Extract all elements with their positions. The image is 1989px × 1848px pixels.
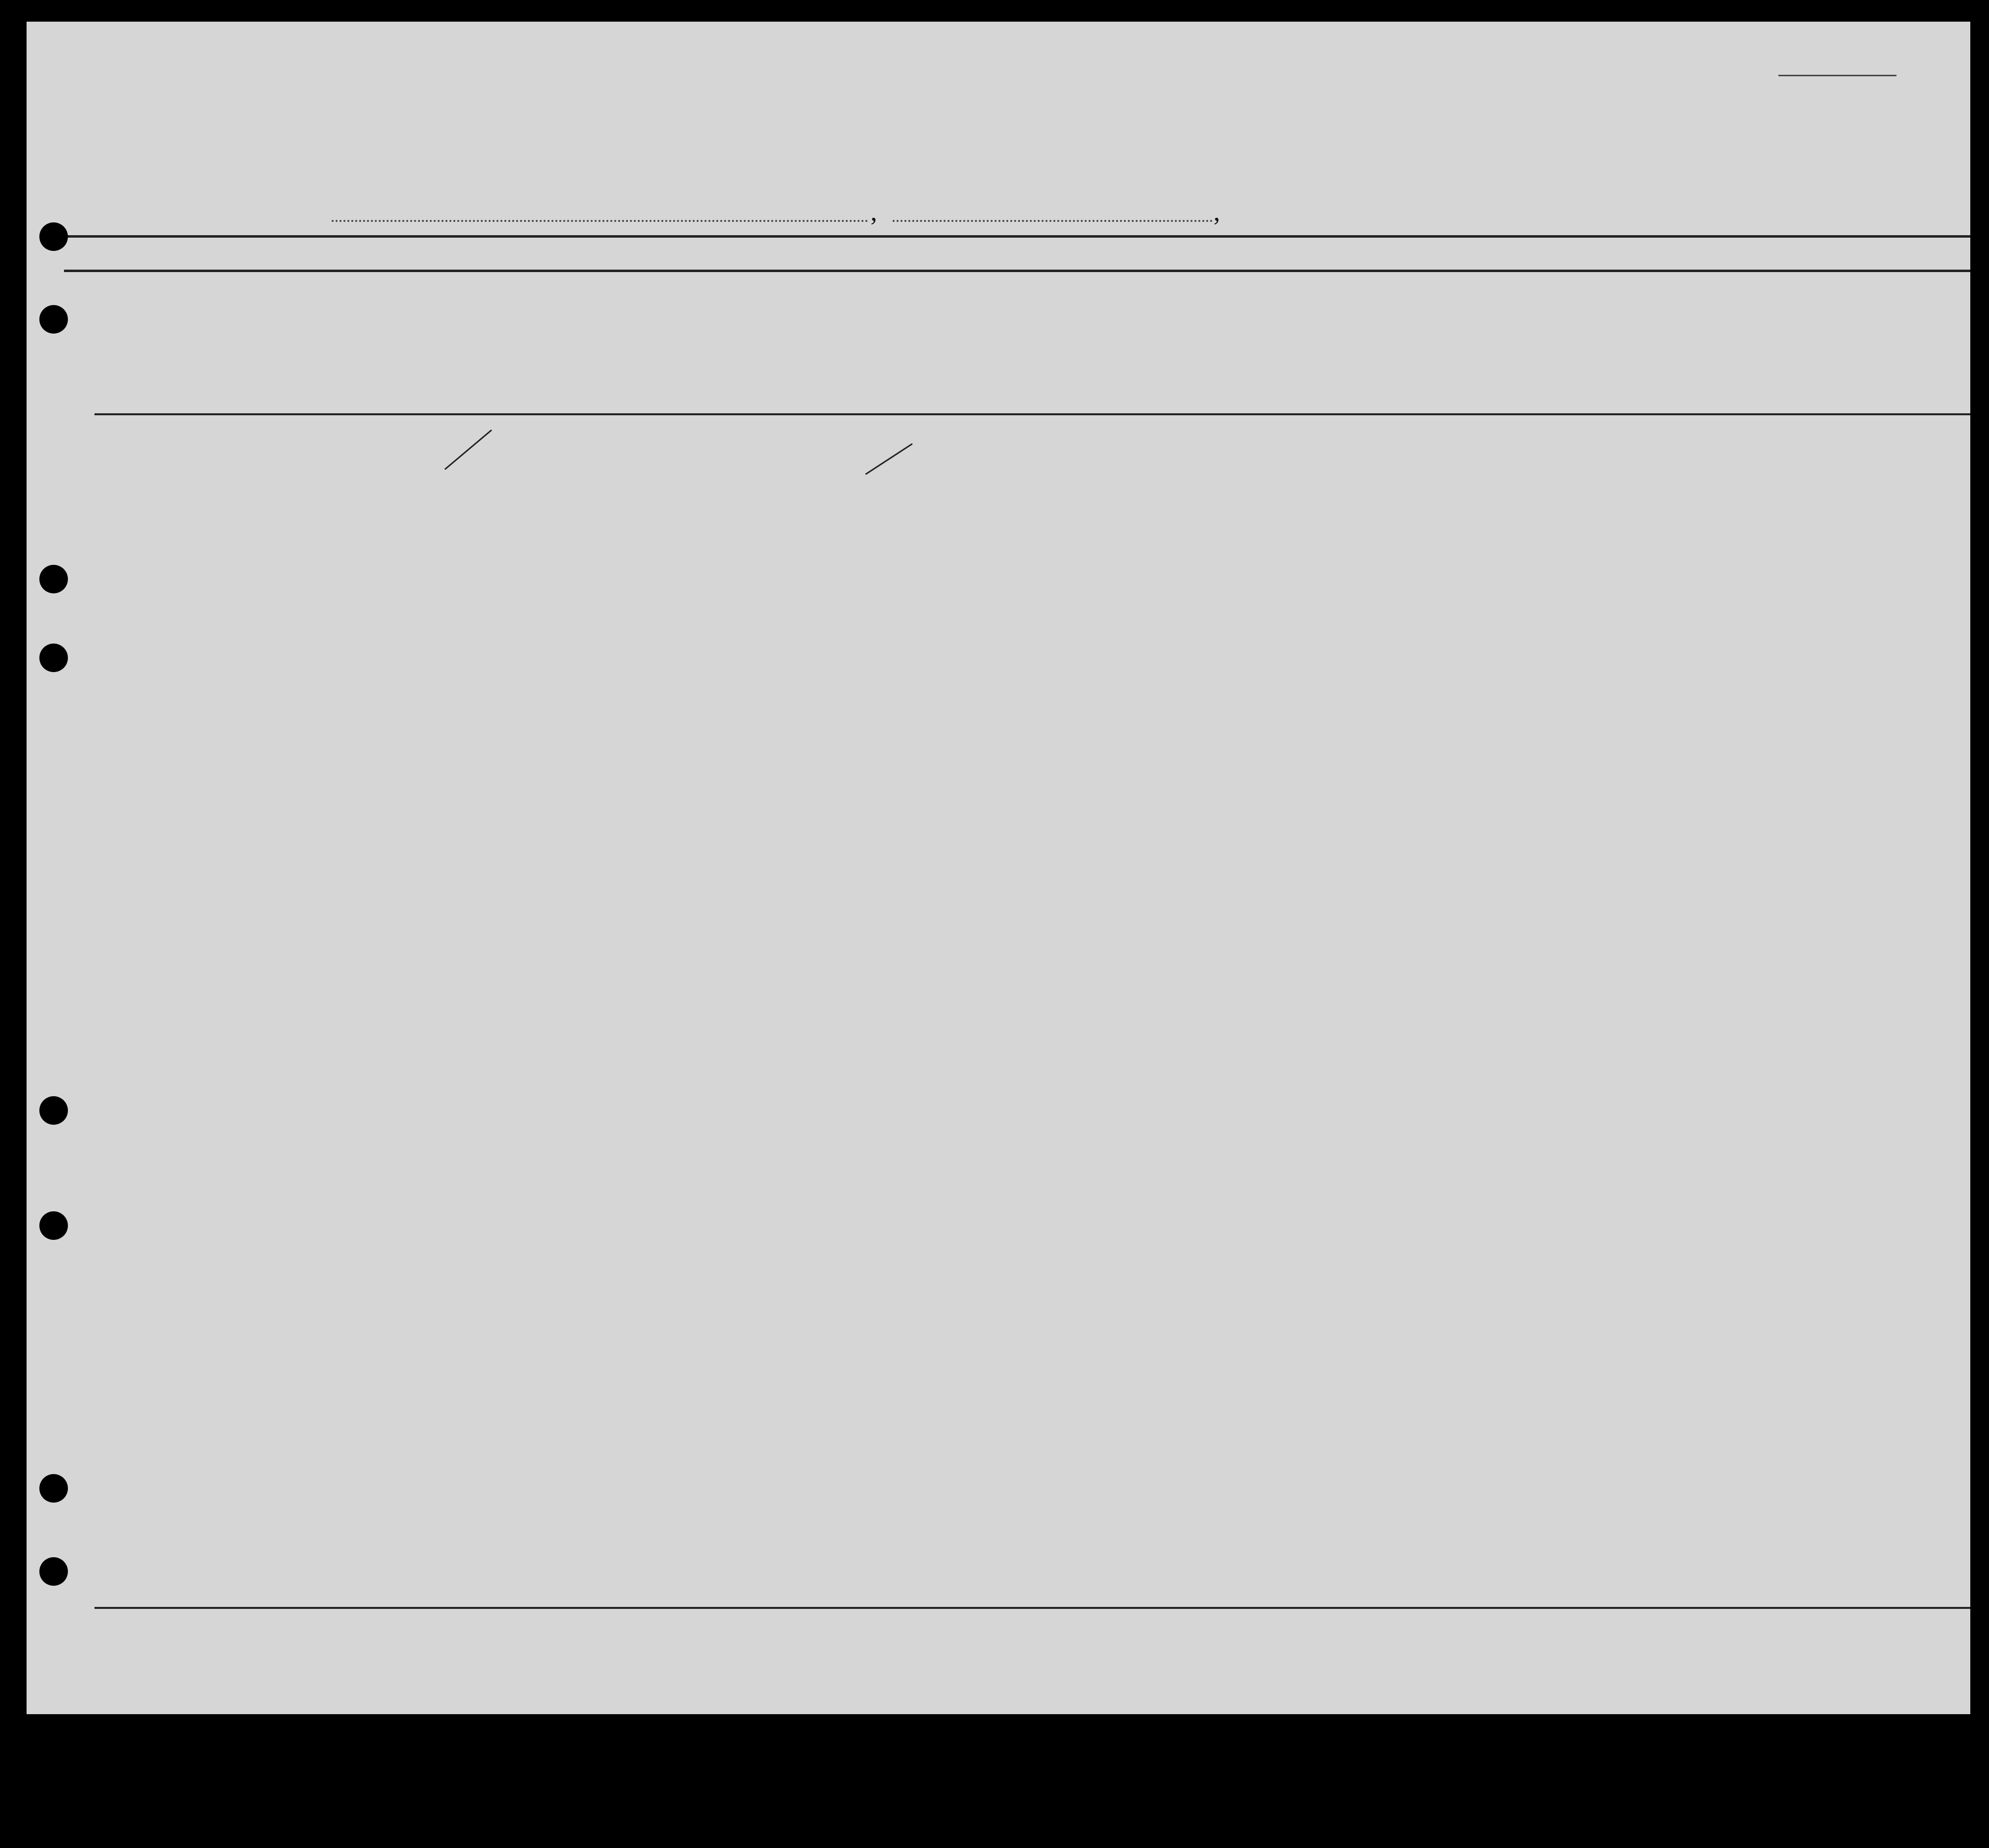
- table-bottom-rule: [94, 1607, 1970, 1609]
- binder-hole: [39, 1096, 68, 1125]
- header-purpose-citizen: [1239, 297, 1269, 413]
- header-overthrow: [1363, 273, 1414, 413]
- binder-hole: [39, 1211, 68, 1240]
- list-line: [1778, 75, 1896, 76]
- binder-hole: [39, 305, 68, 334]
- date-line: [893, 220, 1212, 222]
- header-prison: [1270, 273, 1308, 413]
- header-labor-offer: [1415, 273, 1460, 413]
- header-feet: [1632, 361, 1655, 410]
- binder-hole: [39, 222, 68, 251]
- header-possession-50: [693, 273, 727, 413]
- colnum-rule: [64, 270, 1970, 272]
- header-purpose-length: [1159, 297, 1238, 413]
- header-bottom-rule: [94, 413, 1970, 415]
- manifest-sheet: [27, 22, 1970, 1714]
- port-line: [332, 220, 868, 222]
- binder-hole: [39, 644, 68, 672]
- check-mark-state: [440, 425, 499, 474]
- header-purpose-return: [1119, 297, 1158, 413]
- binder-hole: [39, 1474, 68, 1503]
- header-polygamist: [1309, 273, 1336, 413]
- header-anarchist: [1336, 273, 1362, 413]
- comma-1: ,: [870, 197, 877, 226]
- table-top-rule: [64, 235, 1970, 238]
- header-inches: [1656, 361, 1681, 410]
- comma-2: ,: [1213, 197, 1220, 226]
- check-mark-join: [863, 440, 917, 479]
- header-ticket: [560, 273, 600, 413]
- header-deported: [1461, 273, 1505, 413]
- binder-hole: [39, 565, 68, 593]
- binder-hole: [39, 1557, 68, 1586]
